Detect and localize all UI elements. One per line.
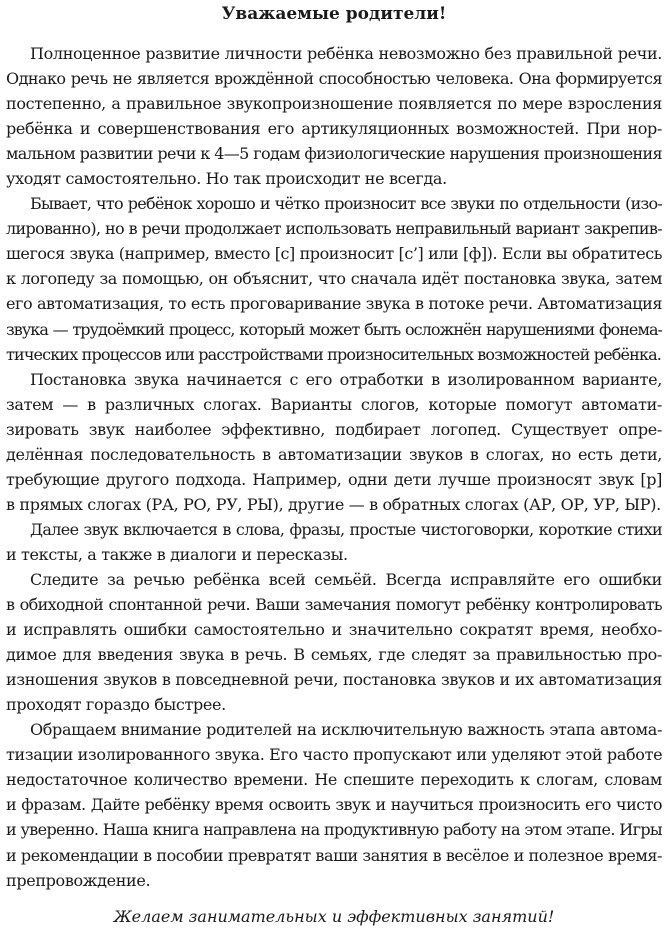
paragraph-line: ребёнка и совершенствования его артикуляционных возможностей. При нор- bbox=[6, 119, 662, 139]
paragraph-line: Далее звук включается в слова, фразы, простые чистоговорки, короткие стихи bbox=[30, 519, 662, 539]
paragraph-line: изношения звуков в повседневной речи, постановка звуков и их автоматизация bbox=[6, 670, 662, 690]
paragraph-line: димое для введения звука в речь. В семьях, где следят за правильностью про- bbox=[6, 645, 662, 665]
paragraph-line: тизации изолированного звука. Его часто пропускают или уделяют этой работе bbox=[6, 745, 662, 765]
paragraph-line: постепенно, а правильное звукопроизношение появляется по мере взросления bbox=[6, 94, 662, 114]
paragraph-line: Следите за речью ребёнка всей семьёй. Всегда исправляйте его ошибки bbox=[30, 569, 662, 589]
paragraph-line: и исправлять ошибки самостоятельно и значительно сократят время, необхо- bbox=[6, 620, 662, 640]
paragraph-line: недостаточное количество времени. Не спешите переходить к слогам, словам bbox=[6, 770, 662, 790]
paragraph bbox=[6, 191, 662, 366]
paragraph-line: Бывает, что ребёнок хорошо и чётко произносит все звуки по отдельности (изо- bbox=[30, 194, 662, 214]
paragraph-line: тических процессов или расстройствами произносительных возможностей ребёнка. bbox=[6, 344, 662, 364]
paragraph-line: уходят самостоятельно. Но так происходит не всегда. bbox=[6, 169, 447, 189]
paragraph-line: Постановка звука начинается с его отработки в изолированном варианте, bbox=[30, 369, 662, 389]
closing-line: Желаем занимательных и эффективных занятий! bbox=[113, 906, 555, 926]
paragraph-line: шегося звука (например, вместо [с] произносит [с’] или [ф]). Если вы обратитесь bbox=[6, 244, 662, 264]
document-page bbox=[6, 0, 662, 929]
paragraph-line: и тексты, а также в диалоги и пересказы. bbox=[6, 544, 348, 564]
paragraph-line: лированно), но в речи продолжает использовать неправильный вариант закрепив- bbox=[6, 219, 662, 239]
paragraph-line: звука — трудоёмкий процесс, который может быть осложнён нарушениями фонема- bbox=[6, 319, 662, 339]
paragraph-line: зировать звук наиболее эффективно, подбирает логопед. Существует опре- bbox=[6, 419, 662, 439]
paragraph-line: и уверенно. Наша книга направлена на продуктивную работу на этом этапе. Игры bbox=[6, 820, 662, 840]
paragraph-line: мальном развитии речи к 4—5 годам физиологические нарушения произношения bbox=[6, 144, 662, 164]
paragraph-line: затем — в различных слогах. Варианты слогов, которые помогут автомати- bbox=[6, 394, 662, 414]
paragraph-line: Однако речь не является врождённой способностью человека. Она формируется bbox=[6, 69, 662, 89]
paragraph bbox=[6, 367, 662, 517]
paragraph-line: Полноценное развитие личности ребёнка невозможно без правильной речи. bbox=[30, 44, 662, 63]
paragraph-line: делённая последовательность в автоматизации звуков в слогах, но есть дети, bbox=[6, 444, 662, 464]
paragraph-line: препровождение. bbox=[6, 870, 151, 890]
paragraph-line: его автоматизация, то есть проговаривание звука в потоке речи. Автоматизация bbox=[6, 294, 662, 314]
paragraph-line: в прямых слогах (РА, РО, РУ, РЫ), другие — в обратных слогах (АР, ОР, УР, ЫР). bbox=[6, 494, 661, 514]
page-title: Уважаемые родители! bbox=[221, 4, 447, 24]
paragraph bbox=[6, 717, 662, 892]
paragraph-line: Обращаем внимание родителей на исключительную важность этапа автома- bbox=[30, 720, 662, 740]
paragraph-line: и рекомендации в пособии превратят ваши занятия в весёлое и полезное время- bbox=[6, 845, 662, 865]
body-text bbox=[6, 41, 662, 893]
paragraph bbox=[6, 567, 662, 717]
paragraph-line: требующие другого подхода. Например, одни дети лучше произносят звук [р] bbox=[6, 469, 662, 489]
paragraph-line: в обиходной спонтанной речи. Ваши замечания помогут ребёнку контролировать bbox=[6, 595, 662, 615]
paragraph-line: проходят гораздо быстрее. bbox=[6, 695, 226, 715]
paragraph bbox=[6, 41, 662, 191]
paragraph bbox=[6, 517, 662, 567]
paragraph-line: и фразам. Дайте ребёнку время освоить звук и научиться произносить его чисто bbox=[6, 795, 662, 815]
paragraph-line: к логопеду за помощью, он объяснит, что сначала идёт постановка звука, затем bbox=[6, 269, 662, 289]
